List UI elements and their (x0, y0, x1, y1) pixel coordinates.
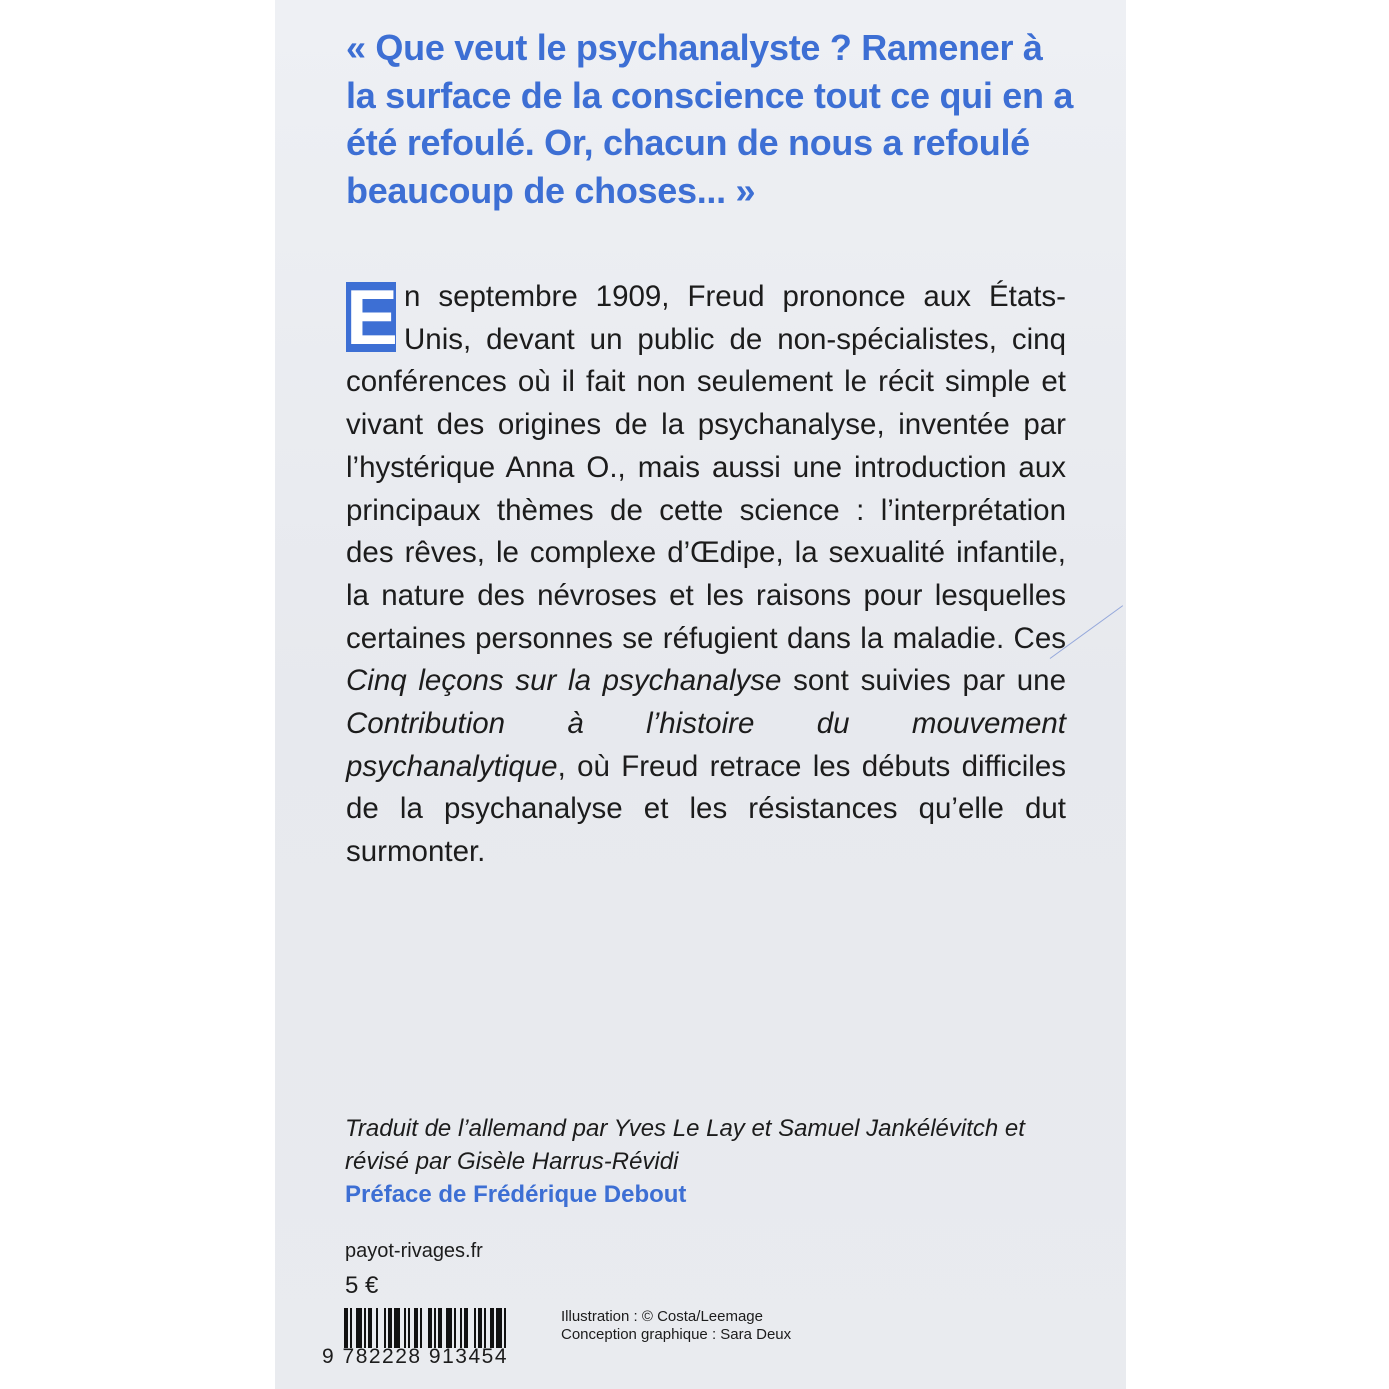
blurb-part-3: , où Freud retrace les débuts difficiles de la psychanalyse et les résistances qu’elle dut surmonter. (346, 749, 1066, 869)
preface-credit: Préface de Frédérique Debout (345, 1181, 687, 1208)
barcode-bar (446, 1308, 452, 1348)
publisher-website: payot-rivages.fr (345, 1240, 483, 1262)
book-title-1: Cinq leçons sur la psychanalyse (346, 664, 782, 698)
illustration-credit: Illustration : © Costa/Leemage (561, 1308, 763, 1325)
barcode (344, 1308, 554, 1348)
blurb (346, 273, 1066, 874)
illustration-credits (561, 1308, 791, 1344)
pull-quote: « Que veut le psychanalyste ? Ramener à la surface de la conscience tout ce qui en a été refoulé. Or, chacun de nous a refoulé beaucoup de choses... » (346, 27, 1074, 211)
barcode-bar (350, 1308, 352, 1348)
barcode-bar (376, 1308, 378, 1348)
barcode-bar (368, 1308, 372, 1348)
price: 5 € (345, 1272, 379, 1299)
barcode-bar (438, 1308, 442, 1348)
barcode-bar (464, 1308, 468, 1348)
drop-cap: E (346, 273, 399, 361)
barcode-bar (384, 1308, 386, 1348)
design-credit: Conception graphique : Sara Deux (561, 1326, 792, 1343)
barcode-bar (408, 1308, 410, 1348)
barcode-bar (428, 1308, 432, 1348)
book-title-2: Contribution à l’histoire du mouvement psychanalytique (346, 707, 1066, 783)
blurb-part-1: n septembre 1909, Freud prononce aux États-Unis, devant un public de non-spécialistes, cinq conférences où il fait non seulement le récit simple et vivant des origines de la psychanalyse, inventée par l’hystérique Anna O., mais aussi une introduction aux principaux thèmes de cette science : l’interprétation des rêves, le complexe d’Œdipe, la sexualité infantile, la nature des névroses et les raisons pour lesquelles certaines personnes se réfugient dans la maladie. Ces (346, 280, 1066, 655)
barcode-bar (478, 1308, 482, 1348)
barcode-bar (434, 1308, 436, 1348)
barcode-bar (454, 1308, 456, 1348)
barcode-bar (388, 1308, 392, 1348)
barcode-bar (364, 1308, 366, 1348)
barcode-bar (460, 1308, 462, 1348)
barcode-bar (484, 1308, 486, 1348)
barcode-bar (420, 1308, 422, 1348)
barcode-bar (394, 1308, 400, 1348)
barcode-bar (504, 1308, 506, 1348)
barcode-bar (414, 1308, 418, 1348)
barcode-bar (356, 1308, 362, 1348)
translation-credit: Traduit de l’allemand par Yves Le Lay et Samuel Jankélévitch et révisé par Gisèle Harrus-Révidi (345, 1115, 1025, 1175)
barcode-bar (496, 1308, 502, 1348)
barcode-bar (490, 1308, 494, 1348)
credits (345, 1112, 1075, 1211)
barcode-bar (404, 1308, 406, 1348)
barcode-bar (344, 1308, 348, 1348)
blurb-part-2: sont suivies par une (781, 664, 1066, 698)
barcode-bar (474, 1308, 476, 1348)
isbn-number: 9 782228 913454 (322, 1345, 508, 1368)
